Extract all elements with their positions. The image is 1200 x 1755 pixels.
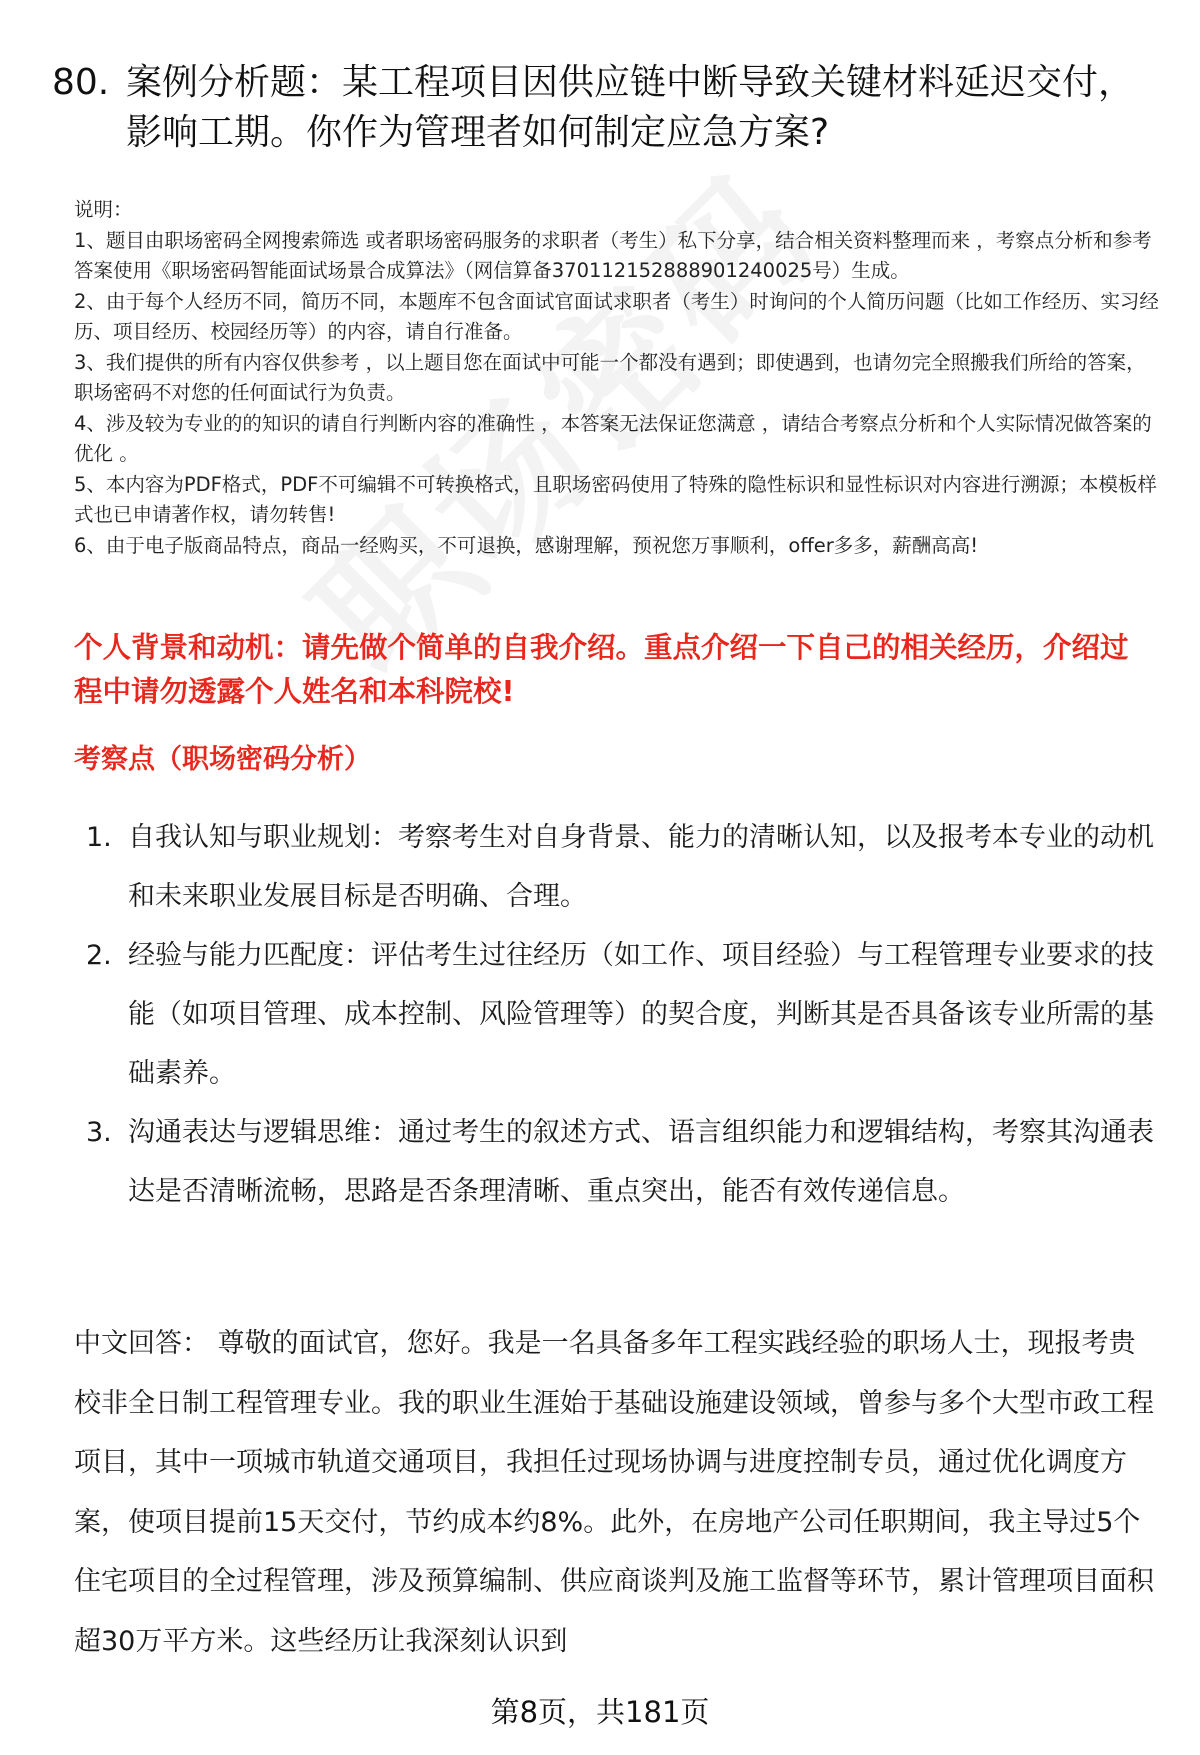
point-text: 自我认知与职业规划：考察考生对自身背景、能力的清晰认知，以及报考本专业的动机和未来职业发展目标是否明确、合理。 — [128, 822, 1154, 912]
note-item: 3、我们提供的所有内容仅供参考 ，以上题目您在面试中可能一个都没有遇到；即使遇到，也请勿完全照搬我们所给的答案，职场密码不对您的任何面试行为负责。 — [74, 350, 1146, 404]
point-number: 2. — [86, 940, 112, 971]
note-item: 5、本内容为PDF格式，PDF不可编辑不可转换格式，且职场密码使用了特殊的隐性标识和显性标识对内容进行溯源；本模板样式也已申请著作权，请勿转售! — [74, 472, 1157, 526]
note-item: 6、由于电子版商品特点，商品一经购买，不可退换，感谢理解，预祝您万事顺利，offer多多，薪酬高高! — [74, 533, 979, 557]
analysis-points — [86, 808, 1160, 1221]
notes-heading: 说明： — [74, 198, 133, 221]
answer-text: 中文回答： 尊敬的面试官，您好。我是一名具备多年工程实践经验的职场人士，现报考贵校非全日制工程管理专业。我的职业生涯始于基础设施建设领域，曾参与多个大型市政工程项目，其中一项城市轨道交通项目，我担任过现场协调与进度控制专员，通过优化调度方案，使项目提前15天交付，节约成本约8%。此外，在房地产公司任职期间，我主导过5个住宅项目的全过程管理，涉及预算编制、供应商谈判及施工监督等环节，累计管理项目面积超30万平方米。这些经历让我深刻认识到 — [74, 1328, 1154, 1657]
point-text: 经验与能力匹配度：评估考生过往经历（如工作、项目经验）与工程管理专业要求的技能（如项目管理、成本控制、风险管理等）的契合度，判断其是否具备该专业所需的基础素养。 — [128, 940, 1154, 1089]
analysis-point — [86, 926, 1160, 1103]
question-number: 80. — [52, 62, 110, 103]
analysis-point — [86, 1103, 1160, 1221]
point-number: 1. — [86, 822, 112, 853]
question-text: 案例分析题：某工程项目因供应链中断导致关键材料延迟交付，影响工期。你作为管理者如何制定应急方案? — [126, 62, 1135, 153]
notes-section — [74, 195, 1164, 561]
page-footer: 第8页，共181页 — [490, 1695, 710, 1729]
analysis-heading: 考察点（职场密码分析） — [74, 744, 371, 775]
point-text: 沟通表达与逻辑思维：通过考生的叙述方式、语言组织能力和逻辑结构，考察其沟通表达是否清晰流畅，思路是否条理清晰、重点突出，能否有效传递信息。 — [128, 1117, 1154, 1207]
note-item: 1、题目由职场密码全网搜索筛选 或者职场密码服务的求职者（考生）私下分享，结合相关资料整理而来 ，考察点分析和参考答案使用《职场密码智能面试场景合成算法》（网信算备370112152888901240025号）生成。 — [74, 228, 1152, 282]
intro-prompt: 个人背景和动机：请先做个简单的自我介绍。重点介绍一下自己的相关经历，介绍过程中请勿透露个人姓名和本科院校! — [74, 631, 1129, 708]
note-item: 4、涉及较为专业的的知识的请自行判断内容的准确性 ，本答案无法保证您满意 ，请结合考察点分析和个人实际情况做答案的优化 。 — [74, 411, 1152, 465]
question-title — [52, 58, 1152, 158]
analysis-point — [86, 808, 1160, 926]
note-item: 2、由于每个人经历不同，简历不同，本题库不包含面试官面试求职者（考生）时询问的个人简历问题（比如工作经历、实习经历、项目经历、校园经历等）的内容，请自行准备。 — [74, 289, 1159, 343]
point-number: 3. — [86, 1117, 112, 1148]
